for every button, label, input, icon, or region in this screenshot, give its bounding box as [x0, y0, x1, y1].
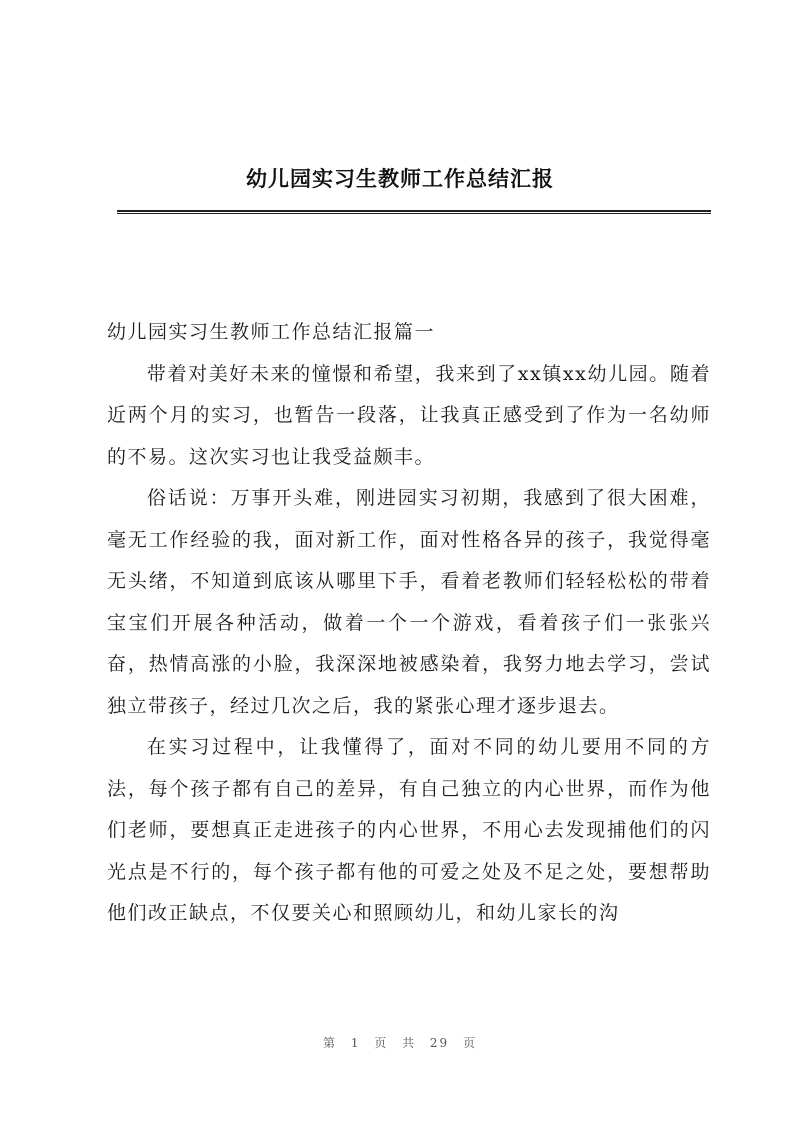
paragraph-3: 在实习过程中，让我懂得了，面对不同的幼儿要用不同的方法，每个孩子都有自己的差异，有自己独立的内心世界，而作为他们老师，要想真正走进孩子的内心世界，不用心去发现捕他们的闪光点是不行的，每个孩子都有他的可爱之处及不足之处，要想帮助他们改正缺点，不仅要关心和照顾幼儿，和幼儿家长的沟: [107, 736, 711, 924]
page-number-footer: 第 1 页 共 29 页: [323, 1036, 477, 1050]
document-body: [107, 312, 711, 935]
title-divider: [117, 210, 711, 214]
document-title: 幼儿园实习生教师工作总结汇报: [246, 167, 554, 191]
paragraph-2: 俗话说：万事开头难，刚进园实习初期，我感到了很大困难，毫无工作经验的我，面对新工作，面对性格各异的孩子，我觉得毫无头绪，不知道到底该从哪里下手，看着老教师们轻轻松松的带着宝宝们开展各种活动，做着一个一个游戏，看着孩子们一张张兴奋，热情高涨的小脸，我深深地被感染着，我努力地去学习，尝试独立带孩子，经过几次之后，我的紧张心理才逐步退去。: [107, 487, 711, 717]
section-heading: 幼儿园实习生教师工作总结汇报篇一: [107, 321, 436, 343]
paragraph-1: 带着对美好未来的憧憬和希望，我来到了xx镇xx幼儿园。随着近两个月的实习，也暂告一段落，让我真正感受到了作为一名幼师的不易。这次实习也让我受益颇丰。: [107, 362, 711, 468]
